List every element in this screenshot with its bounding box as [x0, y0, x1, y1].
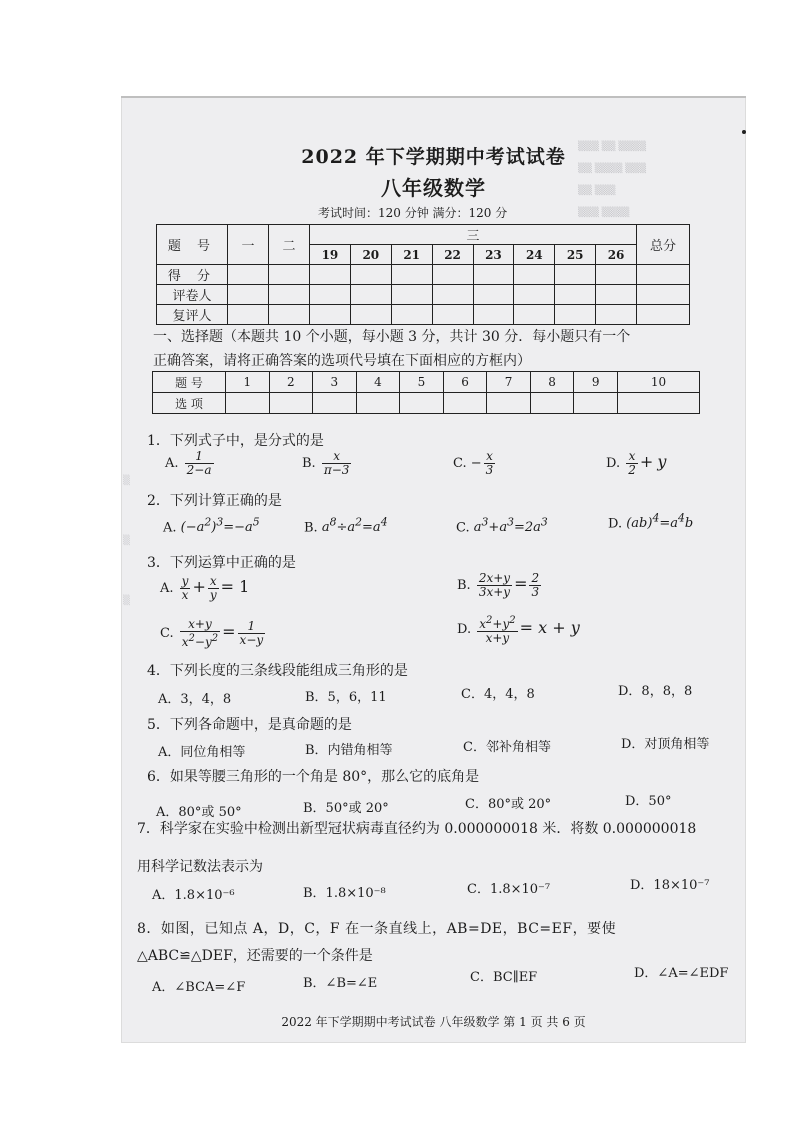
- exam-info: 考试时间：120 分钟 满分：120 分: [318, 206, 508, 220]
- math-fraction: $\frac{1}{2-a}$: [186, 449, 212, 477]
- score-col-number: 20: [350, 245, 391, 265]
- q7-option-d: D．18×10⁻⁷: [630, 878, 710, 893]
- q5-option-a: A．同位角相等: [158, 745, 246, 760]
- answer-cell[interactable]: [269, 393, 313, 414]
- math-fraction: $\frac{y}{x}$: [181, 574, 189, 602]
- score-col-number: 24: [514, 245, 555, 265]
- math-fraction: $\frac{2}{3}$: [531, 571, 540, 599]
- q7-stem-line1: 7．科学家在实验中检测出新型冠状病毒直径约为 0.000000018 米．将数 0.000000018: [137, 821, 697, 837]
- answer-col-number: 3: [313, 372, 357, 393]
- q3-option-d: D. $\frac{x^2+y^2}{x+y}$ = x + y: [457, 615, 580, 645]
- exam-title: 2022 年下学期期中考试试卷: [301, 146, 566, 168]
- q5-stem: 5．下列各命题中，是真命题的是: [147, 717, 352, 733]
- q1-option-b: [302, 450, 353, 477]
- option-letter: B.: [302, 456, 316, 471]
- score-row-label: 得 分: [157, 265, 228, 285]
- option-letter: C.: [453, 456, 467, 471]
- q6-option-d: D．50°: [625, 794, 672, 809]
- answer-cell[interactable]: [443, 393, 487, 414]
- answer-col-number: 2: [269, 372, 313, 393]
- score-header-one: 一: [228, 225, 269, 265]
- q7-option-a: A．1.8×10⁻⁶: [152, 888, 235, 903]
- q1-option-d: D. $\frac{x}{2}$ + y: [606, 449, 667, 477]
- q5-option-c: C．邻补角相等: [463, 740, 551, 755]
- score-col-number: 26: [596, 245, 637, 265]
- q5-option-b: B．内错角相等: [305, 743, 393, 758]
- q8-option-b: B．∠B=∠E: [303, 976, 378, 991]
- q1-option-c: C. − $\frac{x}{3}$: [453, 449, 494, 477]
- q2-option-d: D. $(ab)^4=a^4b$: [608, 512, 694, 532]
- q1-option-a: [165, 450, 216, 477]
- option-letter: D.: [457, 622, 472, 637]
- q6-option-b: B．50°或 20°: [303, 801, 389, 816]
- math-fraction: $\frac{1}{x-y}$: [239, 619, 264, 647]
- answer-cell[interactable]: [617, 393, 699, 414]
- answer-number-row: [153, 372, 700, 393]
- score-col-number: 19: [310, 245, 351, 265]
- q4-option-c: C．4，4，8: [461, 687, 535, 702]
- q2-option-c: C. $a^3+a^3=2a^3$: [456, 516, 548, 536]
- math-fraction: $\frac{x}{2}$: [628, 449, 636, 477]
- exam-subtitle: 八年级数学: [381, 176, 486, 200]
- answer-col-number: 5: [400, 372, 444, 393]
- answer-col-number: 8: [530, 372, 574, 393]
- math-fraction: $\frac{x^2+y^2}{x+y}$: [479, 615, 516, 645]
- q8-stem-line2: △ABC≌△DEF，还需要的一个条件是: [137, 948, 373, 964]
- q8-option-a: A．∠BCA=∠F: [152, 980, 246, 995]
- q8-option-c: C．BC∥EF: [470, 970, 538, 985]
- score-header-qno: 题 号: [157, 225, 228, 265]
- answer-cell[interactable]: [400, 393, 444, 414]
- q7-stem-line2: 用科学记数法表示为: [137, 859, 263, 875]
- score-col-number: 23: [473, 245, 514, 265]
- q3-option-b: B. $\frac{2x+y}{3x+y}$ = $\frac{2}{3}$: [457, 571, 540, 599]
- score-row: [157, 265, 690, 285]
- answer-col-number: 7: [487, 372, 531, 393]
- option-letter: B.: [457, 578, 471, 593]
- q6-option-c: C．80°或 20°: [465, 797, 552, 812]
- option-letter: D.: [606, 456, 621, 471]
- score-col-number: 25: [555, 245, 596, 265]
- score-table: [156, 224, 690, 325]
- page-footer: 2022 年下学期期中考试试卷 八年级数学 第 1 页 共 6 页: [281, 1015, 586, 1029]
- q7-option-b: B．1.8×10⁻⁸: [303, 886, 386, 901]
- q4-option-a: A．3，4，8: [158, 692, 232, 707]
- option-letter: B.: [304, 520, 318, 536]
- grader-row: [157, 285, 690, 305]
- math-fraction: $\frac{x}{y}$: [209, 574, 217, 602]
- q4-option-b: B．5，6，11: [305, 690, 387, 705]
- q3-stem: 3．下列运算中正确的是: [147, 555, 296, 571]
- answer-col-number: 9: [574, 372, 618, 393]
- score-header-three: 三: [310, 225, 637, 245]
- q4-stem: 4．下列长度的三条线段能组成三角形的是: [147, 663, 408, 679]
- option-letter: A.: [160, 581, 174, 596]
- answer-cell[interactable]: [487, 393, 531, 414]
- answer-col-number: 10: [617, 372, 699, 393]
- q1-stem: 1．下列式子中，是分式的是: [147, 433, 324, 449]
- score-col-number: 22: [432, 245, 473, 265]
- score-header-row: [157, 225, 690, 245]
- paper-edge: [121, 96, 746, 98]
- q3-option-a: A. $\frac{y}{x}$ + $\frac{x}{y}$ = 1: [160, 574, 250, 602]
- reviewer-row: [157, 305, 690, 325]
- q5-option-d: D．对顶角相等: [621, 737, 710, 752]
- option-letter: A.: [165, 456, 179, 471]
- answer-col-number: 1: [226, 372, 270, 393]
- score-col-number: 21: [391, 245, 432, 265]
- answer-cell[interactable]: [226, 393, 270, 414]
- q8-option-d: D．∠A=∠EDF: [634, 966, 729, 981]
- math-fraction: $\frac{2x+y}{3x+y}$: [478, 571, 511, 599]
- answer-cell[interactable]: [356, 393, 400, 414]
- grader-row-label: 评卷人: [157, 285, 228, 305]
- answer-cell[interactable]: [574, 393, 618, 414]
- q2-stem: 2．下列计算正确的是: [147, 493, 282, 509]
- q6-stem: 6．如果等腰三角形的一个角是 80°，那么它的底角是: [147, 769, 480, 785]
- option-letter: D.: [608, 516, 623, 532]
- reviewer-row-label: 复评人: [157, 305, 228, 325]
- answer-row-label: 题 号: [153, 372, 226, 393]
- q4-option-d: D．8，8，8: [618, 684, 693, 699]
- answer-col-number: 6: [443, 372, 487, 393]
- section1-instructions-line2: 正确答案，请将正确答案的选项代号填在下面相应的方框内）: [153, 353, 531, 369]
- q7-option-c: C．1.8×10⁻⁷: [467, 882, 551, 897]
- option-letter: A.: [163, 520, 177, 536]
- section1-instructions-line1: 一、选择题（本题共 10 个小题，每小题 3 分，共计 30 分．每小题只有一个: [153, 329, 631, 345]
- answer-cell[interactable]: [530, 393, 574, 414]
- punch-mark: [742, 130, 746, 134]
- math-fraction: $\frac{x}{3}$: [485, 449, 494, 477]
- bleed-through-text-left: ▒ ▒ ▒: [123, 476, 130, 606]
- q6-option-a: A．80°或 50°: [156, 805, 242, 820]
- math-fraction: $\frac{x+y}{x^2-y^2}$: [181, 617, 219, 649]
- math-fraction: $\frac{x}{\pi-3}$: [323, 449, 350, 477]
- answer-row-label: 选 项: [153, 393, 226, 414]
- score-header-two: 二: [269, 225, 310, 265]
- q3-option-c: C. $\frac{x+y}{x^2-y^2}$ = $\frac{1}{x-y}$: [160, 617, 264, 649]
- option-letter: C.: [160, 626, 174, 641]
- answer-cell[interactable]: [313, 393, 357, 414]
- q2-option-b: B. $a^8\div a^2=a^4$: [304, 516, 388, 536]
- bleed-through-text: ▒▒▒ ▒▒ ▒▒▒▒ ▒▒ ▒▒▒▒ ▒▒▒ ▒▒ ▒▒▒ ▒▒▒ ▒▒▒▒: [578, 142, 647, 218]
- answer-table: [152, 371, 700, 414]
- answer-col-number: 4: [356, 372, 400, 393]
- answer-choice-row: [153, 393, 700, 414]
- option-letter: C.: [456, 520, 470, 536]
- q8-stem-line1: 8．如图，已知点 A，D，C，F 在一条直线上，AB=DE，BC=EF，要使: [137, 921, 617, 937]
- score-header-total: 总分: [637, 225, 690, 265]
- q2-option-a: A. $(-a^2)^3=-a^5$: [163, 516, 260, 536]
